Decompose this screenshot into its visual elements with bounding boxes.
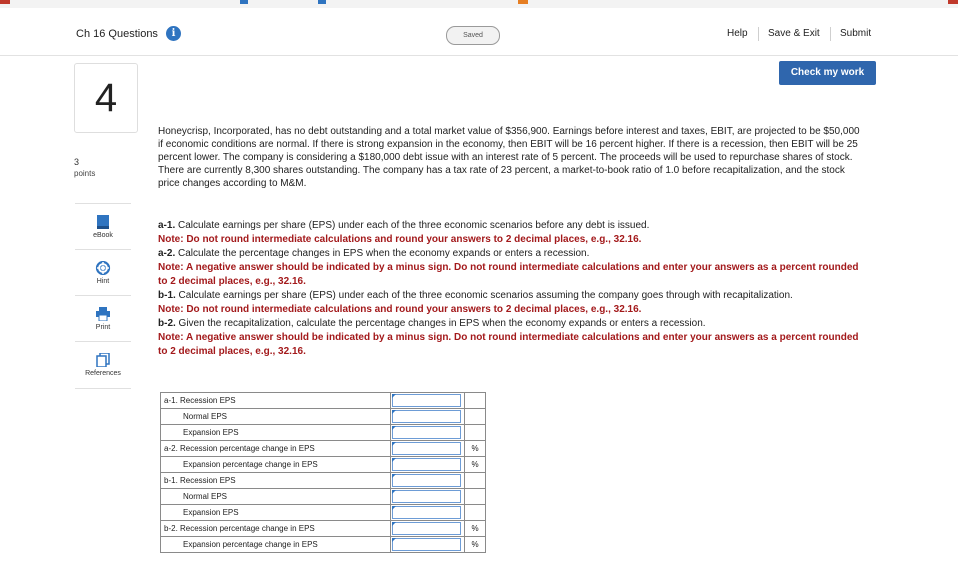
submit-link[interactable]: Submit — [840, 28, 872, 39]
answer-unit — [465, 409, 486, 425]
answer-input[interactable] — [392, 538, 461, 551]
requirement-text: Calculate the percentage changes in EPS when the economy expands or enters a recession. — [175, 248, 590, 259]
table-row — [161, 537, 486, 553]
top-strip-mark — [948, 0, 958, 4]
answer-unit — [465, 473, 486, 489]
answer-unit — [465, 489, 486, 505]
requirement-b2 — [158, 317, 866, 331]
input-marker-icon — [392, 458, 396, 462]
answer-unit — [465, 505, 486, 521]
answer-cell — [391, 425, 465, 441]
answer-input[interactable] — [392, 490, 461, 503]
requirement-b1 — [158, 289, 866, 303]
requirement-text: Calculate earnings per share (EPS) under each of the three economic scenarios before any debt is issued. — [175, 220, 650, 231]
requirement-text: Calculate earnings per share (EPS) under each of the three economic scenarios assuming the company goes through with recapitalization. — [175, 290, 793, 301]
answer-unit: % — [465, 441, 486, 457]
tool-label: Print — [95, 324, 111, 331]
answer-unit — [465, 425, 486, 441]
tool-label: eBook — [93, 232, 113, 239]
tool-hint[interactable] — [75, 249, 131, 296]
info-icon[interactable]: i — [166, 26, 181, 41]
answer-cell — [391, 537, 465, 553]
tool-label: References — [85, 370, 121, 377]
answer-cell — [391, 521, 465, 537]
requirement-text: Given the recapitalization, calculate the percentage changes in EPS when the economy expands or enters a recession. — [175, 318, 706, 329]
answer-row-label: b-2. Recession percentage change in EPS — [161, 521, 391, 537]
input-marker-icon — [392, 426, 396, 430]
answer-row-label: Expansion EPS — [161, 505, 391, 521]
top-strip-mark — [318, 0, 326, 4]
top-strip-mark — [518, 0, 528, 4]
answer-row-label: Expansion percentage change in EPS — [161, 537, 391, 553]
tool-label: Hint — [96, 278, 110, 285]
answer-input[interactable] — [392, 442, 461, 455]
question-number: 4 — [74, 63, 138, 133]
input-marker-icon — [392, 506, 396, 510]
tool-ebook[interactable] — [75, 203, 131, 250]
question-body — [158, 125, 863, 190]
table-row — [161, 457, 486, 473]
answer-cell — [391, 409, 465, 425]
answer-row-label: a-1. Recession EPS — [161, 393, 391, 409]
input-marker-icon — [392, 394, 396, 398]
requirements — [158, 219, 866, 359]
answer-row-label: Normal EPS — [161, 409, 391, 425]
input-marker-icon — [392, 522, 396, 526]
requirement-note: Note: Do not round intermediate calculations and round your answers to 2 decimal places, e.g., 32.16. — [158, 304, 642, 315]
input-marker-icon — [392, 442, 396, 446]
question-text: Honeycrisp, Incorporated, has no debt outstanding and a total market value of $356,900. Earnings before interest and taxes, EBIT, are projected to be $50,000 if economic conditions are normal. If there is strong expansion in the economy, then EBIT will be 16 percent higher. If there is a recession, then EBIT will be 25 percent lower. The company is considering a $180,000 debt issue with an interest rate of 5 percent. The proceeds will be used to repurchase shares of stock. There are currently 8,300 shares outstanding. The company has a tax rate of 23 percent, a market-to-book ratio of 1.0 before recapitalization, and the stock price changes according to M&M. — [158, 126, 860, 189]
input-marker-icon — [392, 490, 396, 494]
saved-status-badge: Saved — [446, 26, 500, 45]
answer-table — [160, 392, 486, 553]
table-row — [161, 521, 486, 537]
requirement-note: Note: Do not round intermediate calculations and round your answers to 2 decimal places, e.g., 32.16. — [158, 234, 642, 245]
table-row — [161, 441, 486, 457]
header-divider — [830, 27, 831, 41]
table-row — [161, 473, 486, 489]
header-divider — [758, 27, 759, 41]
answer-input[interactable] — [392, 394, 461, 407]
table-row — [161, 505, 486, 521]
answer-input[interactable] — [392, 522, 461, 535]
requirement-note: Note: A negative answer should be indicated by a minus sign. Do not round intermediate calculations and enter your answers as a percent rounded to 2 decimal places, e.g., 32.16. — [158, 332, 859, 357]
requirement-id: a-1. — [158, 220, 176, 231]
header-bar — [0, 8, 958, 56]
input-marker-icon — [392, 474, 396, 478]
answer-input[interactable] — [392, 410, 461, 423]
assignment-title: Ch 16 Questions — [76, 28, 158, 40]
answer-unit — [465, 393, 486, 409]
check-my-work-button[interactable]: Check my work — [779, 61, 876, 85]
table-row — [161, 425, 486, 441]
answer-input[interactable] — [392, 426, 461, 439]
table-row — [161, 409, 486, 425]
book-icon — [95, 215, 111, 229]
answer-input[interactable] — [392, 458, 461, 471]
input-marker-icon — [392, 410, 396, 414]
requirement-id: b-1. — [158, 290, 176, 301]
requirement-note: Note: A negative answer should be indicated by a minus sign. Do not round intermediate calculations and enter your answers as a percent rounded to 2 decimal places, e.g., 32.16. — [158, 262, 859, 287]
answer-input[interactable] — [392, 506, 461, 519]
top-strip-mark — [0, 0, 10, 4]
tool-references[interactable] — [75, 341, 131, 389]
top-strip — [0, 0, 958, 8]
requirement-a1 — [158, 219, 866, 233]
answer-row-label: Expansion EPS — [161, 425, 391, 441]
points-value: 3 — [74, 157, 80, 167]
table-row — [161, 489, 486, 505]
requirement-id: a-2. — [158, 248, 176, 259]
answer-row-label: b-1. Recession EPS — [161, 473, 391, 489]
input-marker-icon — [392, 538, 396, 542]
tool-print[interactable] — [75, 295, 131, 342]
documents-icon — [95, 353, 111, 367]
answer-row-label: Normal EPS — [161, 489, 391, 505]
answer-cell — [391, 489, 465, 505]
answer-unit: % — [465, 537, 486, 553]
answer-cell — [391, 457, 465, 473]
table-row — [161, 393, 486, 409]
top-strip-mark — [240, 0, 248, 4]
answer-row-label: Expansion percentage change in EPS — [161, 457, 391, 473]
save-exit-link[interactable]: Save & Exit — [768, 28, 820, 39]
answer-unit: % — [465, 457, 486, 473]
requirement-id: b-2. — [158, 318, 176, 329]
answer-cell — [391, 505, 465, 521]
lifebuoy-icon — [95, 261, 111, 275]
answer-cell — [391, 393, 465, 409]
points-label: points — [74, 169, 96, 178]
help-link[interactable]: Help — [727, 28, 748, 39]
answer-unit: % — [465, 521, 486, 537]
answer-row-label: a-2. Recession percentage change in EPS — [161, 441, 391, 457]
answer-cell — [391, 441, 465, 457]
printer-icon — [95, 307, 111, 321]
requirement-a2 — [158, 247, 866, 261]
answer-input[interactable] — [392, 474, 461, 487]
answer-cell — [391, 473, 465, 489]
